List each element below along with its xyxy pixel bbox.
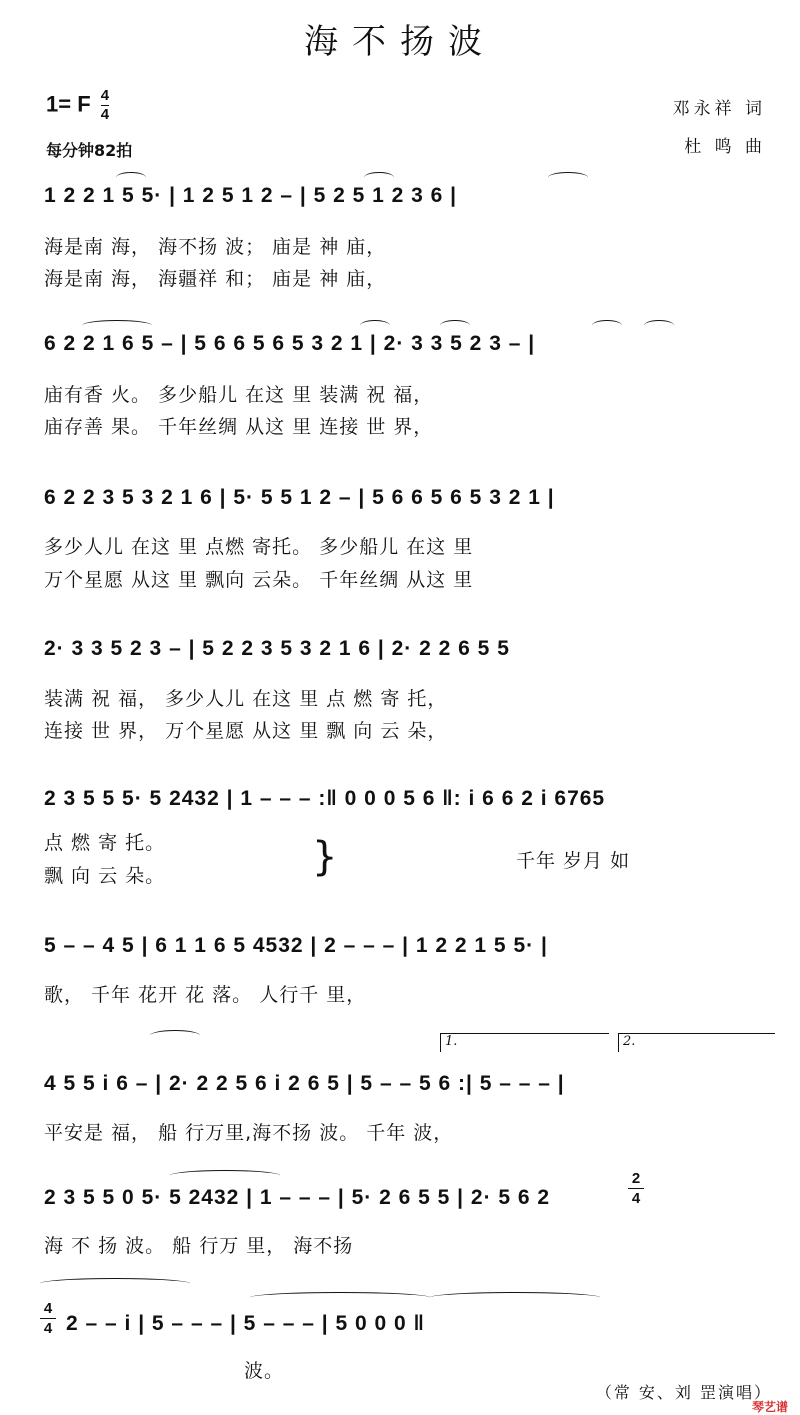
- system-2-lyrics-verse-2: 庙存善 果。 千年丝绸 从这 里 连接 世 界，: [44, 416, 434, 438]
- system-8-lyrics: 海 不 扬 波。 船 行万 里， 海不扬: [44, 1235, 354, 1257]
- key-signature: [46, 88, 109, 123]
- system-1-lyrics-verse-1: 海是南 海， 海不扬 波； 庙是 神 庙，: [44, 236, 387, 258]
- system-8-time-signature: [628, 1170, 644, 1207]
- slur: [116, 172, 146, 183]
- volta-2-label: 2.: [623, 1034, 636, 1049]
- performers-credit: （常 安、刘 罡演唱）: [595, 1383, 772, 1402]
- system-8-notes: 2 3 5 5 0 5· 5 2432 | 1 – – – | 5· 2 6 5 5 | 2· 5 6 2: [44, 1186, 551, 1209]
- system-8-ts-bottom: 4: [631, 1190, 641, 1207]
- system-3-notes: 6 2 2 3 5 3 2 1 6 | 5· 5 5 1 2 – | 5 6 6 5 6 5 3 2 1 |: [44, 486, 555, 509]
- system-4-lyrics-verse-2: 连接 世 界， 万个星愿 从这 里 飘 向 云 朵，: [44, 720, 448, 742]
- time-signature-bottom: 4: [100, 106, 110, 123]
- slur: [430, 1292, 600, 1303]
- system-8-ts-top: 2: [631, 1170, 641, 1187]
- volta-first-ending: [440, 1033, 609, 1052]
- tempo-marking: 每分钟82拍: [46, 141, 133, 160]
- system-9-time-signature: [40, 1300, 56, 1337]
- system-5-side-lyric: 千年 岁月 如: [516, 850, 631, 872]
- slur: [40, 1278, 190, 1289]
- system-6-notes: 5 – – 4 5 | 6 1 1 6 5 4532 | 2 – – – | 1 2 2 1 5 5· |: [44, 934, 548, 957]
- volta-1-label: 1.: [445, 1034, 458, 1049]
- slur: [644, 320, 674, 331]
- lyricist-credit: 邓永祥 词: [672, 99, 766, 119]
- key-label: 1= F: [46, 91, 91, 117]
- system-1-notes: 1 2 2 1 5 5· | 1 2 5 1 2 – | 5 2 5 1 2 3 6 |: [44, 184, 458, 207]
- system-4-lyrics-verse-1: 装满 祝 福， 多少人儿 在这 里 点 燃 寄 托，: [44, 688, 448, 710]
- brand-watermark: 琴艺谱: [751, 1400, 788, 1414]
- slur: [364, 172, 394, 183]
- slur: [360, 320, 390, 331]
- slur: [150, 1030, 200, 1041]
- volta-second-ending: [618, 1033, 775, 1052]
- slur: [170, 1170, 280, 1181]
- system-3-lyrics-verse-1: 多少人儿 在这 里 点燃 寄托。 多少船儿 在这 里: [44, 536, 474, 558]
- time-signature-top: 4: [100, 87, 110, 104]
- system-6-lyrics: 歌， 千年 花开 花 落。 人行千 里，: [44, 984, 367, 1006]
- system-1-lyrics-verse-2: 海是南 海， 海疆祥 和； 庙是 神 庙，: [44, 268, 387, 290]
- system-9-ts-bottom: 4: [43, 1320, 53, 1337]
- slur: [440, 320, 470, 331]
- time-signature: [101, 88, 109, 123]
- verse-brace: }: [312, 834, 338, 880]
- system-9-notes: 2 – – i | 5 – – – | 5 – – – | 5 0 0 0 ‖: [66, 1312, 425, 1335]
- song-title: 海不扬波: [304, 22, 496, 62]
- system-2-notes: 6 2 2 1 6 5 – | 5 6 6 5 6 5 3 2 1 | 2· 3 3 5 2 3 – |: [44, 332, 536, 355]
- slur: [82, 320, 152, 331]
- system-2-lyrics-verse-1: 庙有香 火。 多少船儿 在这 里 装满 祝 福，: [44, 384, 434, 406]
- system-5-lyrics-verse-2: 飘 向 云 朵。: [44, 865, 166, 887]
- composer-credit: 杜 鸣 曲: [684, 137, 766, 157]
- slur: [548, 172, 588, 183]
- system-9-ts-top: 4: [43, 1300, 53, 1317]
- system-7-lyrics: 平安是 福， 船 行万里,海不扬 波。 千年 波，: [44, 1122, 454, 1144]
- slur: [250, 1292, 430, 1303]
- system-4-notes: 2· 3 3 5 2 3 – | 5 2 2 3 5 3 2 1 6 | 2· 2 2 6 5 5: [44, 637, 510, 660]
- system-7-notes: 4 5 5 i 6 – | 2· 2 2 5 6 i 2 6 5 | 5 – – 5 6 :| 5 – – – |: [44, 1072, 565, 1095]
- system-9-lyrics: 波。: [244, 1360, 285, 1382]
- system-5-notes: 2 3 5 5 5· 5 2432 | 1 – – – :‖ 0 0 0 5 6 ‖: i 6 6 2 i 6765: [44, 787, 606, 810]
- system-3-lyrics-verse-2: 万个星愿 从这 里 飘向 云朵。 千年丝绸 从这 里: [44, 569, 474, 591]
- system-5-lyrics-verse-1: 点 燃 寄 托。: [44, 832, 166, 854]
- slur: [592, 320, 622, 331]
